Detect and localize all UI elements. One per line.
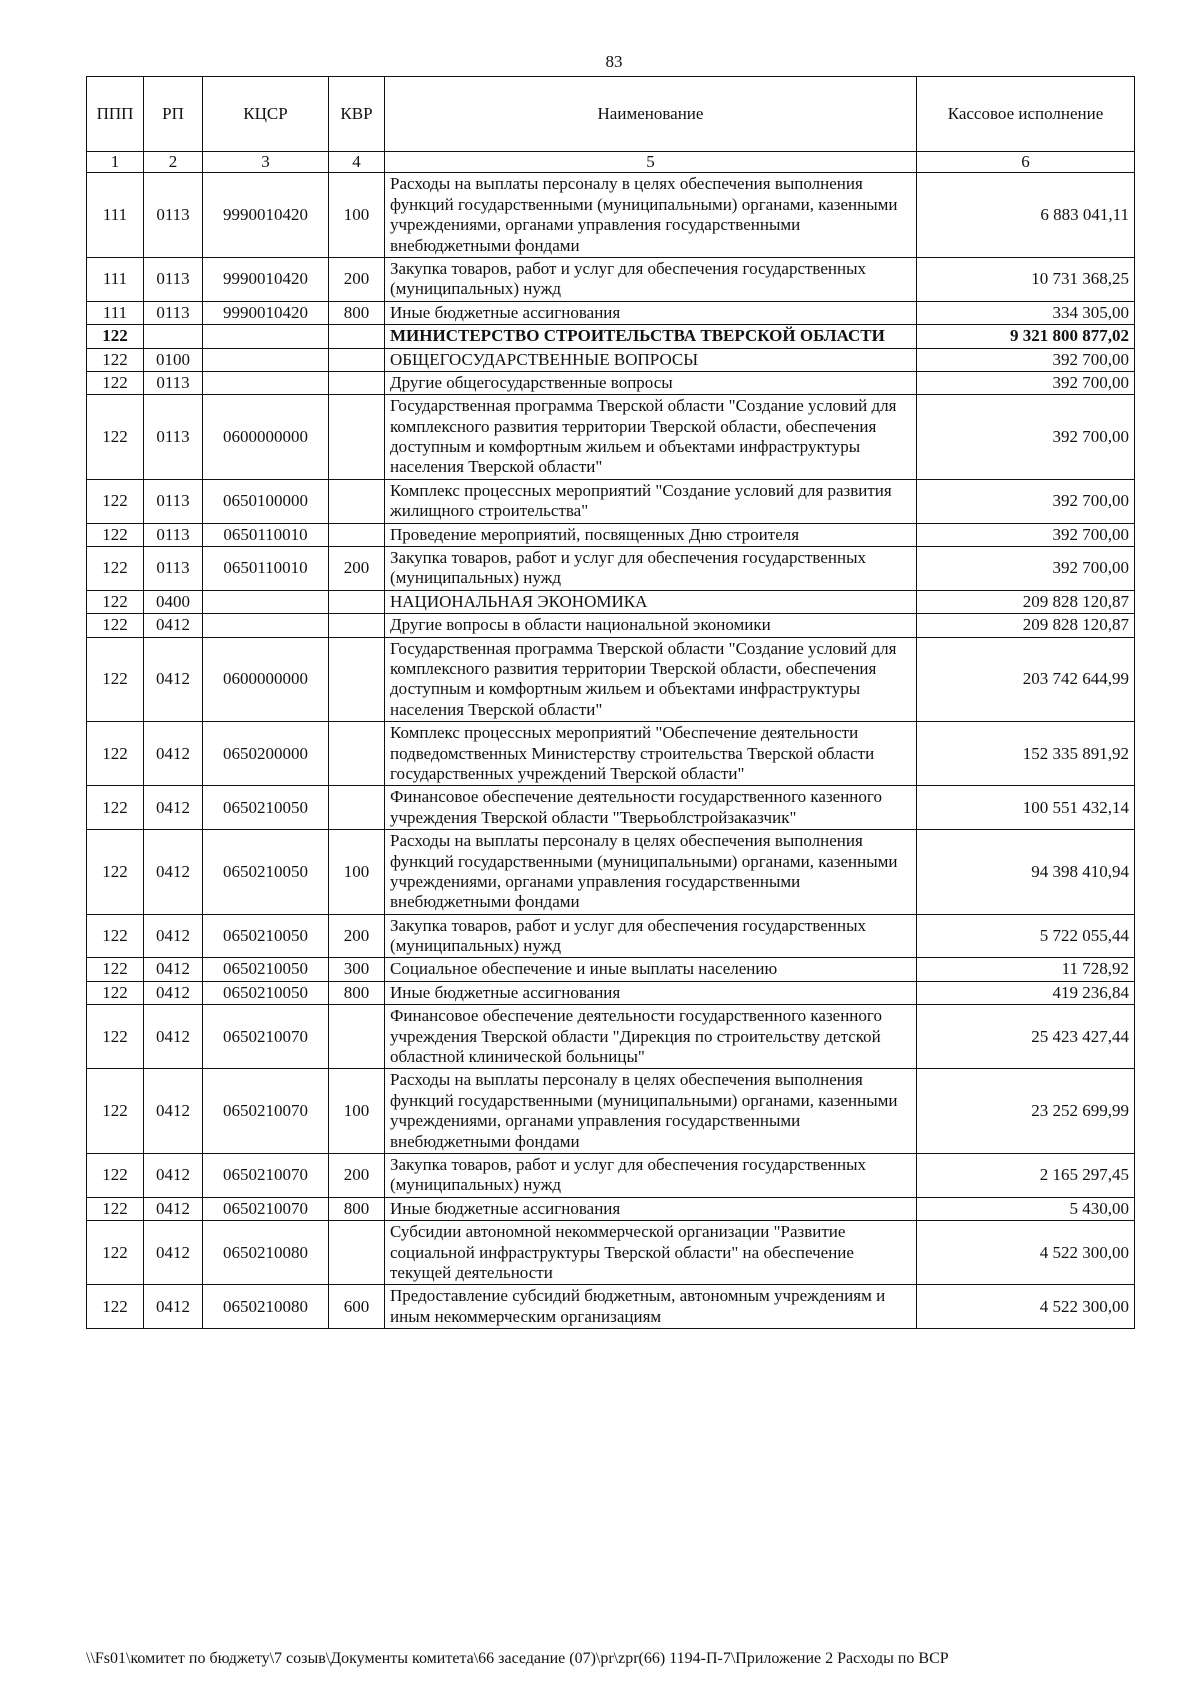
cell-name: Другие вопросы в области национальной экономики [385, 614, 917, 637]
cell-rp: 0412 [144, 914, 203, 958]
table-row [87, 637, 1135, 722]
table-row [87, 1221, 1135, 1285]
cell-name: Иные бюджетные ассигнования [385, 981, 917, 1004]
cell-rp: 0100 [144, 348, 203, 371]
cell-ppp: 122 [87, 325, 144, 348]
cell-kcsr: 0650210070 [203, 1069, 329, 1154]
cell-kcsr: 0650210080 [203, 1221, 329, 1285]
cell-kvr: 100 [329, 173, 385, 258]
cell-ppp: 122 [87, 371, 144, 394]
cell-name: Финансовое обеспечение деятельности государственного казенного учреждения Тверской области "Дирекция по строительству детской областной клинической больницы" [385, 1005, 917, 1069]
cell-amount: 2 165 297,45 [917, 1153, 1135, 1197]
cell-kvr: 800 [329, 1197, 385, 1220]
column-number: 4 [329, 152, 385, 173]
cell-kvr: 800 [329, 981, 385, 1004]
column-number: 2 [144, 152, 203, 173]
cell-name: Расходы на выплаты персоналу в целях обеспечения выполнения функций государственными (муниципальными) органами, казенными учреждениями, органами управления государственными внебюджетными фондами [385, 1069, 917, 1154]
cell-name: МИНИСТЕРСТВО СТРОИТЕЛЬСТВА ТВЕРСКОЙ ОБЛАСТИ [385, 325, 917, 348]
cell-ppp: 122 [87, 547, 144, 591]
cell-name: ОБЩЕГОСУДАРСТВЕННЫЕ ВОПРОСЫ [385, 348, 917, 371]
cell-ppp: 122 [87, 614, 144, 637]
cell-name: Субсидии автономной некоммерческой организации "Развитие социальной инфраструктуры Тверской области" на обеспечение текущей деятельности [385, 1221, 917, 1285]
table-row [87, 590, 1135, 613]
cell-ppp: 122 [87, 637, 144, 722]
cell-amount: 25 423 427,44 [917, 1005, 1135, 1069]
cell-kvr: 200 [329, 547, 385, 591]
cell-kcsr: 0650200000 [203, 722, 329, 786]
cell-kcsr: 0650210070 [203, 1153, 329, 1197]
cell-rp [144, 325, 203, 348]
table-row [87, 1069, 1135, 1154]
cell-name: Государственная программа Тверской области "Создание условий для комплексного развития территории Тверской области, обеспечения доступным и комфортным жильем и объектами инфраструктуры населения Тверской области" [385, 395, 917, 480]
cell-name: Государственная программа Тверской области "Создание условий для комплексного развития территории Тверской области, обеспечения доступным и комфортным жильем и объектами инфраструктуры населения Тверской области" [385, 637, 917, 722]
cell-kcsr: 0650210080 [203, 1285, 329, 1329]
table-row [87, 325, 1135, 348]
cell-rp: 0412 [144, 1005, 203, 1069]
cell-amount: 419 236,84 [917, 981, 1135, 1004]
column-number-row [87, 152, 1135, 173]
cell-name: Другие общегосударственные вопросы [385, 371, 917, 394]
cell-ppp: 111 [87, 301, 144, 324]
cell-amount: 4 522 300,00 [917, 1285, 1135, 1329]
cell-kcsr [203, 371, 329, 394]
table-row [87, 1153, 1135, 1197]
cell-rp: 0113 [144, 371, 203, 394]
cell-amount: 392 700,00 [917, 371, 1135, 394]
cell-kcsr: 0650110010 [203, 523, 329, 546]
cell-ppp: 111 [87, 257, 144, 301]
cell-rp: 0412 [144, 1197, 203, 1220]
table-row [87, 1197, 1135, 1220]
page-number: 83 [605, 52, 623, 71]
column-number: 5 [385, 152, 917, 173]
cell-kvr [329, 637, 385, 722]
cell-kvr: 100 [329, 830, 385, 915]
table-row [87, 914, 1135, 958]
budget-table [86, 76, 1135, 1329]
cell-amount: 392 700,00 [917, 547, 1135, 591]
cell-kvr [329, 325, 385, 348]
table-row [87, 981, 1135, 1004]
cell-rp: 0412 [144, 981, 203, 1004]
table-row [87, 1005, 1135, 1069]
cell-ppp: 122 [87, 722, 144, 786]
cell-kcsr: 0650100000 [203, 479, 329, 523]
cell-rp: 0113 [144, 301, 203, 324]
cell-amount: 209 828 120,87 [917, 614, 1135, 637]
cell-kcsr: 0650210070 [203, 1005, 329, 1069]
cell-name: Закупка товаров, работ и услуг для обеспечения государственных (муниципальных) нужд [385, 257, 917, 301]
cell-kvr [329, 1221, 385, 1285]
column-number: 3 [203, 152, 329, 173]
table-row [87, 547, 1135, 591]
cell-amount: 5 430,00 [917, 1197, 1135, 1220]
cell-ppp: 122 [87, 1285, 144, 1329]
cell-rp: 0400 [144, 590, 203, 613]
header-row [87, 77, 1135, 152]
cell-name: Расходы на выплаты персоналу в целях обеспечения выполнения функций государственными (муниципальными) органами, казенными учреждениями, органами управления государственными внебюджетными фондами [385, 830, 917, 915]
cell-kvr: 200 [329, 257, 385, 301]
column-header: ППП [87, 77, 144, 152]
cell-name: Иные бюджетные ассигнования [385, 301, 917, 324]
cell-kvr [329, 371, 385, 394]
cell-kcsr: 0650210050 [203, 981, 329, 1004]
cell-ppp: 122 [87, 1197, 144, 1220]
cell-kcsr [203, 614, 329, 637]
cell-ppp: 122 [87, 958, 144, 981]
cell-amount: 4 522 300,00 [917, 1221, 1135, 1285]
cell-kvr: 800 [329, 301, 385, 324]
cell-amount: 11 728,92 [917, 958, 1135, 981]
cell-kvr: 300 [329, 958, 385, 981]
cell-amount: 152 335 891,92 [917, 722, 1135, 786]
cell-rp: 0113 [144, 173, 203, 258]
cell-amount: 392 700,00 [917, 395, 1135, 480]
cell-kcsr: 9990010420 [203, 173, 329, 258]
cell-kvr [329, 1005, 385, 1069]
cell-ppp: 122 [87, 914, 144, 958]
cell-amount: 10 731 368,25 [917, 257, 1135, 301]
cell-kcsr: 0650110010 [203, 547, 329, 591]
cell-amount: 392 700,00 [917, 523, 1135, 546]
cell-amount: 94 398 410,94 [917, 830, 1135, 915]
cell-kvr [329, 590, 385, 613]
cell-amount: 334 305,00 [917, 301, 1135, 324]
cell-name: Финансовое обеспечение деятельности государственного казенного учреждения Тверской области "Тверьоблстройзаказчик" [385, 786, 917, 830]
cell-kvr: 200 [329, 1153, 385, 1197]
cell-ppp: 122 [87, 1069, 144, 1154]
cell-ppp: 122 [87, 981, 144, 1004]
cell-rp: 0113 [144, 257, 203, 301]
cell-ppp: 122 [87, 590, 144, 613]
cell-name: Проведение мероприятий, посвященных Дню строителя [385, 523, 917, 546]
cell-kcsr: 0650210070 [203, 1197, 329, 1220]
cell-kcsr: 0650210050 [203, 786, 329, 830]
cell-name: Комплекс процессных мероприятий "Создание условий для развития жилищного строительства" [385, 479, 917, 523]
cell-kvr [329, 722, 385, 786]
column-header: РП [144, 77, 203, 152]
cell-kvr: 200 [329, 914, 385, 958]
cell-rp: 0412 [144, 958, 203, 981]
cell-kcsr: 0650210050 [203, 914, 329, 958]
cell-name: Предоставление субсидий бюджетным, автономным учреждениям и иным некоммерческим организациям [385, 1285, 917, 1329]
cell-rp: 0412 [144, 786, 203, 830]
cell-rp: 0113 [144, 523, 203, 546]
cell-ppp: 122 [87, 786, 144, 830]
cell-kcsr: 0600000000 [203, 637, 329, 722]
cell-kvr: 100 [329, 1069, 385, 1154]
column-number: 1 [87, 152, 144, 173]
table-row [87, 479, 1135, 523]
column-header: КВР [329, 77, 385, 152]
cell-name: Комплекс процессных мероприятий "Обеспечение деятельности подведомственных Министерству строительства Тверской области государственных учреждений Тверской области" [385, 722, 917, 786]
table-row [87, 1285, 1135, 1329]
cell-kvr [329, 614, 385, 637]
cell-kcsr: 0650210050 [203, 958, 329, 981]
cell-rp: 0412 [144, 1285, 203, 1329]
table-row [87, 348, 1135, 371]
table-row [87, 301, 1135, 324]
cell-rp: 0113 [144, 547, 203, 591]
cell-amount: 9 321 800 877,02 [917, 325, 1135, 348]
cell-kcsr [203, 590, 329, 613]
cell-rp: 0412 [144, 1221, 203, 1285]
cell-ppp: 122 [87, 523, 144, 546]
cell-kvr [329, 348, 385, 371]
table-row [87, 830, 1135, 915]
cell-amount: 100 551 432,14 [917, 786, 1135, 830]
column-header: Наименование [385, 77, 917, 152]
cell-name: Расходы на выплаты персоналу в целях обеспечения выполнения функций государственными (муниципальными) органами, казенными учреждениями, органами управления государственными внебюджетными фондами [385, 173, 917, 258]
cell-kvr [329, 395, 385, 480]
cell-kcsr [203, 348, 329, 371]
cell-name: Иные бюджетные ассигнования [385, 1197, 917, 1220]
cell-ppp: 122 [87, 830, 144, 915]
cell-kcsr: 9990010420 [203, 257, 329, 301]
cell-kcsr: 9990010420 [203, 301, 329, 324]
cell-rp: 0412 [144, 1153, 203, 1197]
table-row [87, 614, 1135, 637]
cell-kvr [329, 523, 385, 546]
cell-amount: 6 883 041,11 [917, 173, 1135, 258]
cell-rp: 0412 [144, 637, 203, 722]
cell-ppp: 122 [87, 348, 144, 371]
cell-rp: 0412 [144, 614, 203, 637]
column-header: Кассовое исполнение [917, 77, 1135, 152]
cell-kvr [329, 786, 385, 830]
cell-rp: 0412 [144, 1069, 203, 1154]
table-row [87, 958, 1135, 981]
cell-amount: 203 742 644,99 [917, 637, 1135, 722]
cell-name: Закупка товаров, работ и услуг для обеспечения государственных (муниципальных) нужд [385, 547, 917, 591]
cell-ppp: 122 [87, 1005, 144, 1069]
cell-rp: 0113 [144, 479, 203, 523]
cell-rp: 0412 [144, 722, 203, 786]
cell-name: Закупка товаров, работ и услуг для обеспечения государственных (муниципальных) нужд [385, 914, 917, 958]
cell-amount: 23 252 699,99 [917, 1069, 1135, 1154]
cell-kcsr [203, 325, 329, 348]
cell-ppp: 122 [87, 1221, 144, 1285]
column-header: КЦСР [203, 77, 329, 152]
table-row [87, 722, 1135, 786]
table-row [87, 786, 1135, 830]
cell-ppp: 111 [87, 173, 144, 258]
cell-ppp: 122 [87, 479, 144, 523]
table-row [87, 173, 1135, 258]
table-row [87, 371, 1135, 394]
cell-amount: 209 828 120,87 [917, 590, 1135, 613]
cell-name: НАЦИОНАЛЬНАЯ ЭКОНОМИКА [385, 590, 917, 613]
cell-kcsr: 0650210050 [203, 830, 329, 915]
cell-ppp: 122 [87, 395, 144, 480]
cell-rp: 0412 [144, 830, 203, 915]
cell-rp: 0113 [144, 395, 203, 480]
cell-kvr [329, 479, 385, 523]
cell-amount: 5 722 055,44 [917, 914, 1135, 958]
table-row [87, 395, 1135, 480]
cell-kvr: 600 [329, 1285, 385, 1329]
cell-amount: 392 700,00 [917, 348, 1135, 371]
column-number: 6 [917, 152, 1135, 173]
table-row [87, 523, 1135, 546]
cell-name: Закупка товаров, работ и услуг для обеспечения государственных (муниципальных) нужд [385, 1153, 917, 1197]
cell-ppp: 122 [87, 1153, 144, 1197]
footer-file-path: \\Fs01\комитет по бюджету\7 созыв\Документы комитета\66 заседание (07)\pr\zpr(66) 1194-П-7\Приложение 2 Расходы по ВСР [86, 1650, 949, 1667]
cell-amount: 392 700,00 [917, 479, 1135, 523]
cell-kcsr: 0600000000 [203, 395, 329, 480]
cell-name: Социальное обеспечение и иные выплаты населению [385, 958, 917, 981]
table-row [87, 257, 1135, 301]
